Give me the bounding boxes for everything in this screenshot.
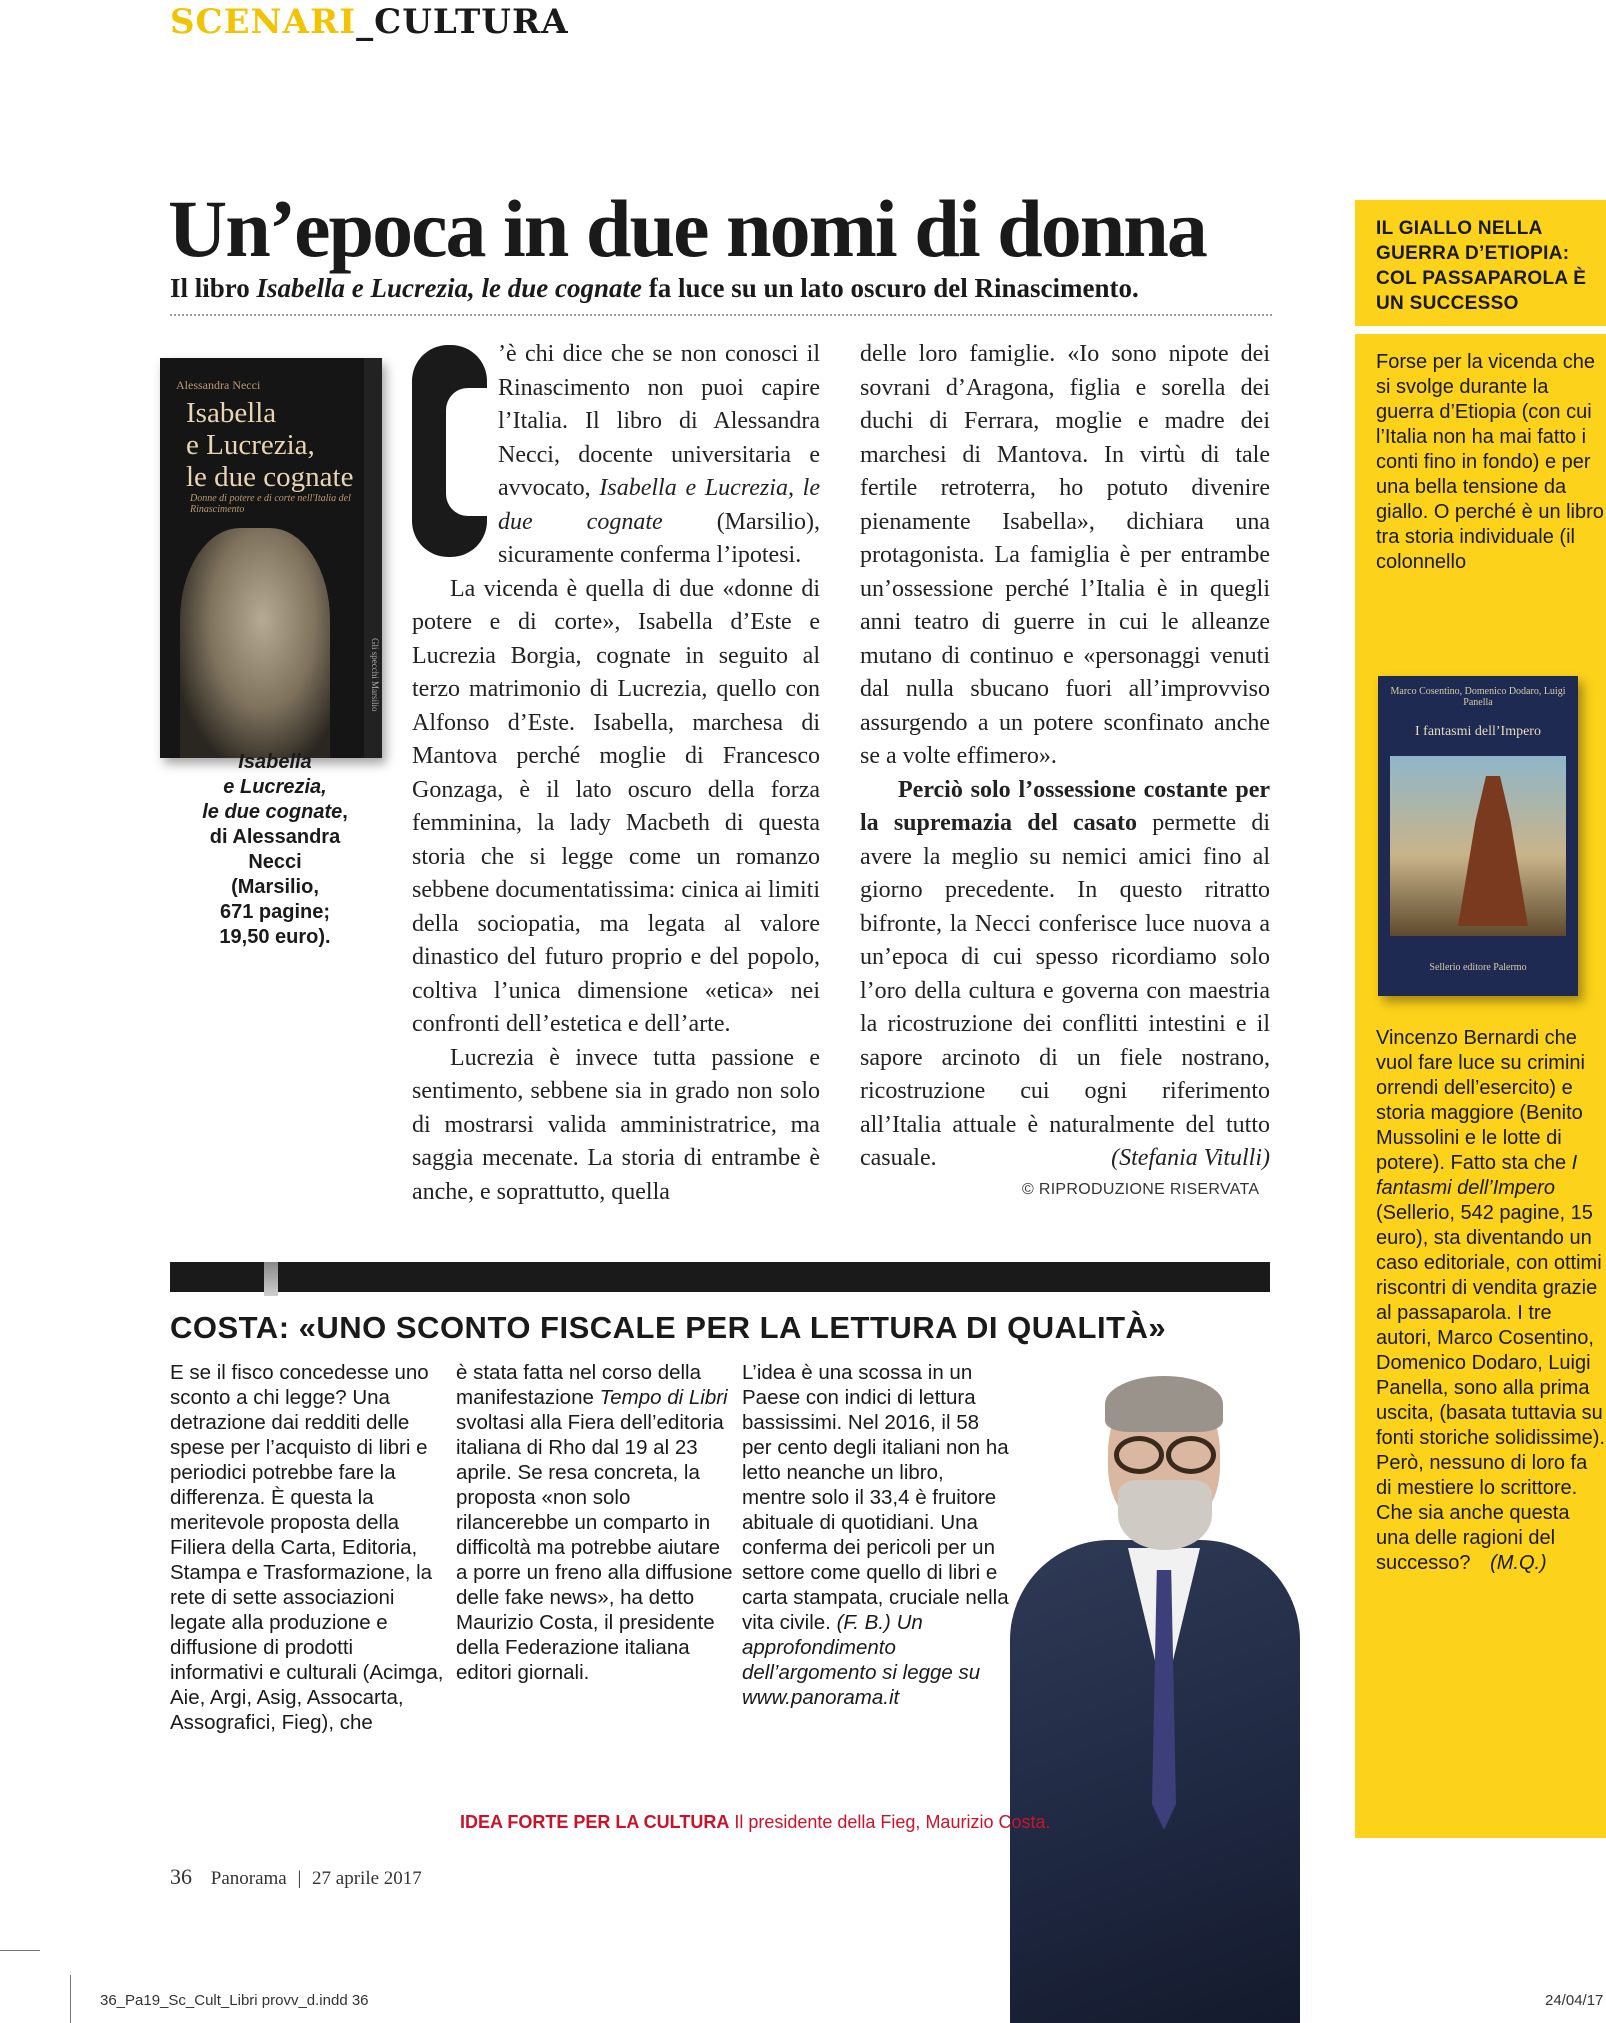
cover-title-line: le due cognate [186,460,354,493]
article-paragraph [860,774,1270,1176]
paragraph-text: svoltasi alla Fiera dell’editoria italiana di Rho dal 19 al 23 aprile. Se resa concreta, la proposta «non solo rilancerebbe un comparto in difficoltà ma potrebbe aiutare a porre un freno alla diffusione delle fake news», ha detto Maurizio Costa, il presidente della Federazione italiana editori giornali. [456,1411,733,1684]
subhead-book-title: Isabella e Lucrezia, le due cognate [256,273,642,303]
paragraph-text: è stata fatta nel corso della manifestazione [456,1361,702,1409]
costa-column-2 [456,1360,736,1685]
paragraph-text: (Marsilio), sicuramente conferma l’ipotesi. [498,508,820,568]
costa-paragraph [742,1360,1012,1710]
article-headline: Un’epoca in due nomi di donna [168,183,1206,274]
caption-line: di Alessandra [209,826,341,848]
dotted-divider [170,314,1272,316]
reproduction-notice: © RIPRODUZIONE RISERVATA [1022,1181,1260,1198]
issue-date: 27 aprile 2017 [312,1868,422,1889]
sidebar-book-title: I fantasmi dell’Impero [1376,1152,1578,1199]
paragraph-text: L’idea è una scossa in un Paese con indici di lettura bassissimi. Nel 2016, il 58 per cento degli italiani non ha letto neanche un libro, mentre solo il 33,4 è fruitore abituale di quotidiani. Una conferma dei pericoli per un settore come quello di libri e carta stampata, cruciale nella vita civile. [742,1361,1009,1634]
costa-paragraph: E se il fisco concedesse uno sconto a chi legge? Una detrazione dai redditi delle spese per l’acquisto di libri e periodici potrebbe fare la differenza. È questa la meritevole proposta della Filiera della Carta, Editoria, Stampa e Trasformazione, la rete di sette associazioni legate alla produzione e diffusione di prodotti informativi e culturali (Acimga, Aie, Argi, Asig, Assocarta, Assografici, Fieg), che [170,1361,444,1734]
paragraph-text: (Sellerio, 542 pagine, 15 euro), sta diventando un caso editoriale, con ottimi riscontri di vendita grazie al passaparola. I tre autori, Marco Cosentino, Domenico Dodaro, Luigi Panella, sono alla prima uscita, (basata tuttavia su fonti storiche solidissime). Però, nessuno di loro fa di mestiere lo scrittore. Che sia anche questa una delle ragioni del successo? [1376,1202,1605,1574]
photo-glasses [1114,1436,1214,1466]
subhead-pre: Il libro [170,273,257,303]
article-paragraph: delle loro famiglie. «Io sono nipote dei sovrani d’Aragona, figlia e sorella dei duchi di Ferrara, moglie e madre dei marchesi di Mantova. In virtù di tale fertile retroterra, ho potuto divenire pienamente Isabella», dichiara una protagonista. La famiglia è per entrambe un’ossessione perché l’Italia è in quegli anni teatro di guerre in cui le alleanze mutano di continuo e «personaggi venuti dal nulla sbucano fuori all’improvviso assurgendo a un potere sconfinato anche se a volte effimero». [860,341,1270,769]
caption-line: , [342,801,348,823]
article-column-1 [412,338,820,1209]
caption-line: le due cognate [202,801,343,823]
crop-mark [70,1975,71,2023]
magazine-name: Panorama [210,1868,287,1889]
photo-caption [460,1812,1050,1833]
photo-beard [1118,1480,1212,1550]
article-column-2 [860,338,1270,1176]
cover-publisher: Gli specchi Marsilio [370,638,380,712]
panorama-link-note: Un approfondimento dell’argomento si legge su www.panorama.it [742,1611,981,1709]
photo-maurizio-costa [1010,1380,1300,2023]
sidebar-separator [1355,326,1606,334]
caption-line: Isabella [238,751,312,773]
caption-line: 19,50 euro). [219,926,331,948]
cover-author: Alessandra Necci [176,378,261,392]
book-cover-isabella-lucrezia [160,358,382,758]
cover-portrait [180,528,330,758]
cover-title: I fantasmi dell’Impero [1415,724,1541,739]
cover-title-line: Isabella [186,397,277,429]
paragraph-emphasis: Perciò solo l’ossessione costante per la supremazia del casato [860,776,1270,836]
folio-separator: | [297,1868,302,1889]
page-number: 36 [170,1864,192,1889]
caption-bold: IDEA FORTE PER LA CULTURA [460,1812,730,1832]
cover-title-line: e Lucrezia, [186,428,315,461]
book-caption [170,750,380,950]
article-byline: (Stefania Vitulli) [1111,1145,1270,1171]
article-paragraph: Lucrezia è invece tutta passione e sentimento, sebbene sia in grado non solo di mostrarsi valida amministratrice, ma saggia mecenate. La storia di entrambe è anche, e soprattutto, quella [412,1044,820,1205]
section-divider-bar [170,1262,1270,1292]
sidebar-byline: (M.Q.) [1490,1552,1547,1574]
cover-subtitle: Donne di potere e di corte nell'Italia del Rinascimento [190,493,351,515]
caption-line: 671 pagine; [219,901,331,923]
event-name: Tempo di Libri [599,1386,728,1409]
caption-line: (Marsilio, [231,876,319,898]
print-slug-date: 24/04/17 [1545,1992,1604,2009]
costa-column-1 [170,1360,450,1735]
page-folio [170,1864,422,1890]
sidebar-text-2 [1376,1026,1606,1576]
book-cover-fantasmi-impero [1378,676,1578,996]
sidebar-heading: IL GIALLO NELLA GUERRA D’ETIOPIA: COL PASSAPAROLA È UN SUCCESSO [1376,218,1587,314]
kicker-cultura: _CULTURA [356,2,569,42]
paragraph-book-title: Isabella e Lucrezia, le due cognate [498,475,821,535]
sidebar-text-1: Forse per la vicenda che si svolge durante la guerra d’Etiopia (con cui l’Italia non ha mai fatto i conti fino in fondo) e per una bella tensione da giallo. O perché è un libro tra storia individuale (il colonnello [1376,351,1604,573]
kicker-scenari: SCENARI [170,2,357,42]
caption-text: Il presidente della Fieg, Maurizio Costa. [729,1812,1051,1832]
subhead-post: fa luce su un lato oscuro del Rinascimento. [641,273,1139,303]
divider-notch [264,1262,278,1296]
article-paragraph: La vicenda è quella di due «donne di potere e di corte», Isabella d’Este e Lucrezia Borgia, cognate in seguito al terzo matrimonio di Lucrezia, quello con Alfonso d’Este. Isabella, marchesa di Mantova perché moglie di Francesco Gonzaga, è il lato oscuro della forza femminina, la lady Macbeth di questa storia che si legge come un romanzo sebbene documentatissima: cinica ai limiti della sociopatia, ma legata al valore dinastico del futuro proprio e del popolo, coltiva l’unica dimensione «etica» nei confronti dell’estetica e dell’arte. [412,575,820,1037]
costa-paragraph [456,1360,736,1685]
article-paragraph [498,338,820,573]
print-slug: 36_Pa19_Sc_Cult_Libri provv_d.indd 36 [100,1992,369,2009]
article-subhead [170,273,1139,304]
caption-line: Necci [248,851,302,873]
paragraph-text: ’è chi dice che se non conosci il Rinascimento non puoi capire l’Italia. Il libro di Alessandra Necci, docente universitaria e avvocato, [498,341,820,501]
caption-line: e Lucrezia, [223,776,327,798]
paragraph-text: Vincenzo Bernardi che vuol fare luce su crimini orrendi dell’esercito) e storia maggiore (Benito Mussolini e le lotte di potere). Fatto sta che [1376,1027,1585,1174]
cover-title [186,398,353,494]
costa-byline: (F. B.) [836,1611,891,1634]
paragraph-text: permette di avere la meglio su nemici amici fino al giorno precedente. In questo ritratto bifronte, la Necci conferisce luce nuova a un’epoca di cui spesso ricordiamo solo l’oro della cultura e governa con maestria la ricostruzione dei conflitti intestini e il sapore arcinoto di un fiele nostrano, ricostruzione cui ogni riferimento all’Italia attuale è naturalmente del tutto casuale. [860,810,1270,1171]
cover-authors: Marco Cosentino, Domenico Dodaro, Luigi Panella [1390,686,1566,708]
crop-mark [0,1950,40,1951]
costa-section-title: COSTA: «UNO SCONTO FISCALE PER LA LETTURA DI QUALITÀ» [170,1310,1167,1345]
costa-column-3 [742,1360,1012,1710]
cover-publisher: Sellerio editore Palermo [1429,962,1527,973]
section-kicker [170,2,569,42]
photo-hair [1105,1376,1223,1432]
